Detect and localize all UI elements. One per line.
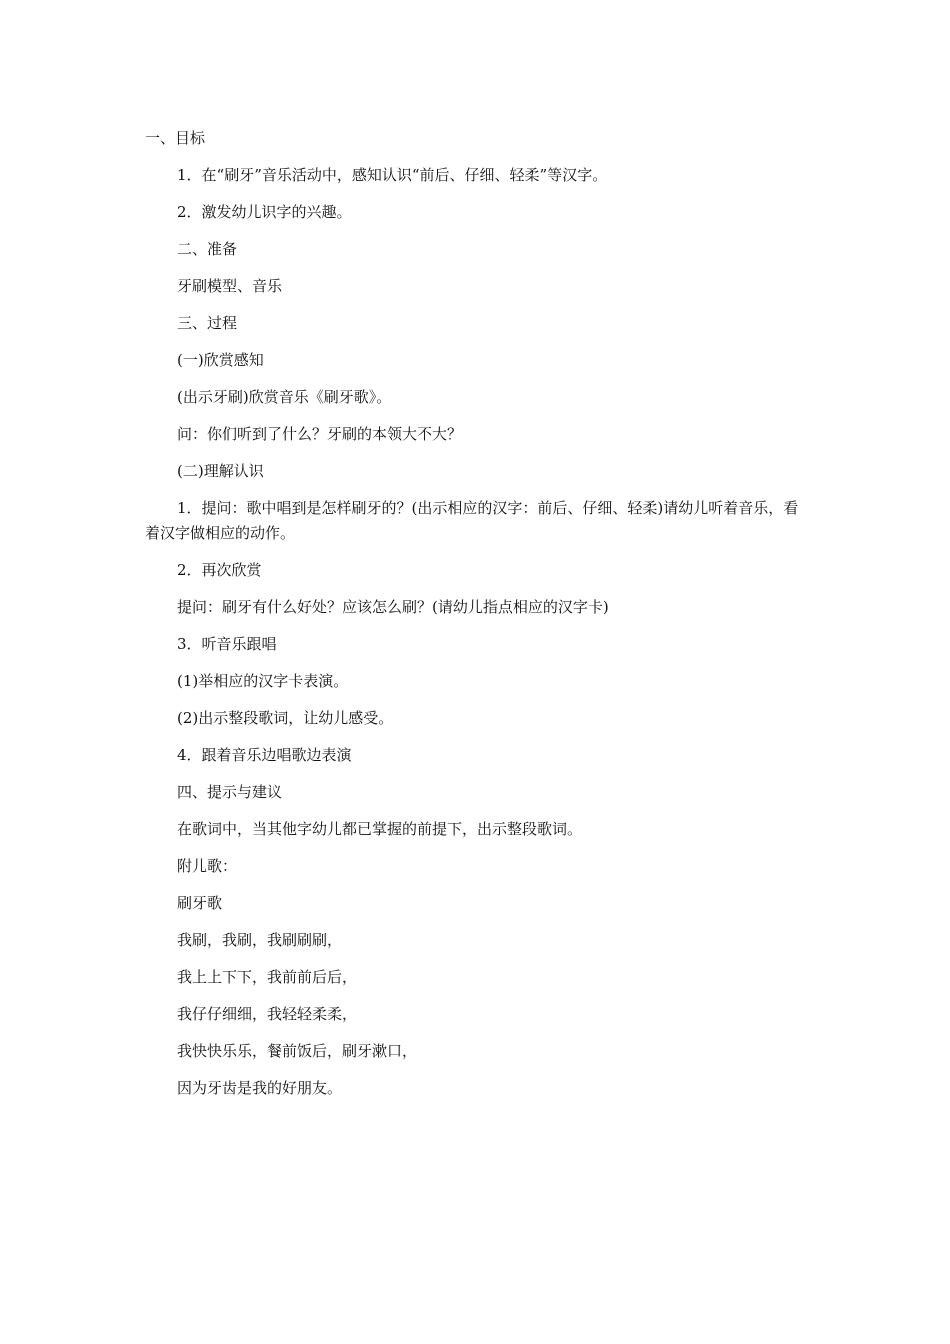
appendix-label: 附儿歌： bbox=[177, 857, 238, 875]
understanding-item-3: 3．听音乐跟唱 bbox=[177, 635, 277, 653]
subheading-understanding: (二)理解认识 bbox=[177, 462, 264, 480]
understanding-item-4: 4．跟着音乐边唱歌边表演 bbox=[177, 746, 352, 764]
document-body bbox=[145, 126, 810, 1113]
song-line-2: 我上上下下，我前前后后， bbox=[177, 968, 358, 986]
subheading-appreciation: (一)欣赏感知 bbox=[177, 351, 264, 369]
understanding-item-2: 2．再次欣赏 bbox=[177, 561, 262, 579]
process-question: 问：你们听到了什么？牙刷的本领大不大？ bbox=[177, 425, 463, 443]
understanding-question: 提问：刷牙有什么好处？应该怎么刷？(请幼儿指点相应的汉字卡) bbox=[177, 598, 609, 616]
sub-item-1: (1)举相应的汉字卡表演。 bbox=[177, 672, 349, 690]
heading-goals: 一、目标 bbox=[145, 129, 206, 147]
song-line-4: 我快快乐乐，餐前饭后，刷牙漱口， bbox=[177, 1042, 418, 1060]
song-line-1: 我刷，我刷，我刷刷刷， bbox=[177, 931, 343, 949]
sub-item-2: (2)出示整段歌词，让幼儿感受。 bbox=[177, 709, 394, 727]
process-step: (出示牙刷)欣赏音乐《刷牙歌》。 bbox=[177, 388, 392, 406]
song-line-3: 我仔仔细细，我轻轻柔柔， bbox=[177, 1005, 358, 1023]
heading-process: 三、过程 bbox=[177, 314, 238, 332]
understanding-item-1: 1．提问：歌中唱到是怎样刷牙的？(出示相应的汉字：前后、仔细、轻柔)请幼儿听着音乐，看着汉字做相应的动作。 bbox=[145, 499, 799, 542]
heading-preparation: 二、准备 bbox=[177, 240, 238, 258]
song-line-5: 因为牙齿是我的好朋友。 bbox=[177, 1079, 343, 1097]
goal-item-2: 2．激发幼儿识字的兴趣。 bbox=[177, 203, 352, 221]
song-title: 刷牙歌 bbox=[177, 894, 223, 912]
heading-tips: 四、提示与建议 bbox=[177, 783, 283, 801]
tips-text: 在歌词中，当其他字幼儿都已掌握的前提下，出示整段歌词。 bbox=[177, 820, 583, 838]
preparation-items: 牙刷模型、音乐 bbox=[177, 277, 283, 295]
goal-item-1: 1．在“刷牙”音乐活动中，感知认识“前后、仔细、轻柔”等汉字。 bbox=[177, 166, 608, 184]
